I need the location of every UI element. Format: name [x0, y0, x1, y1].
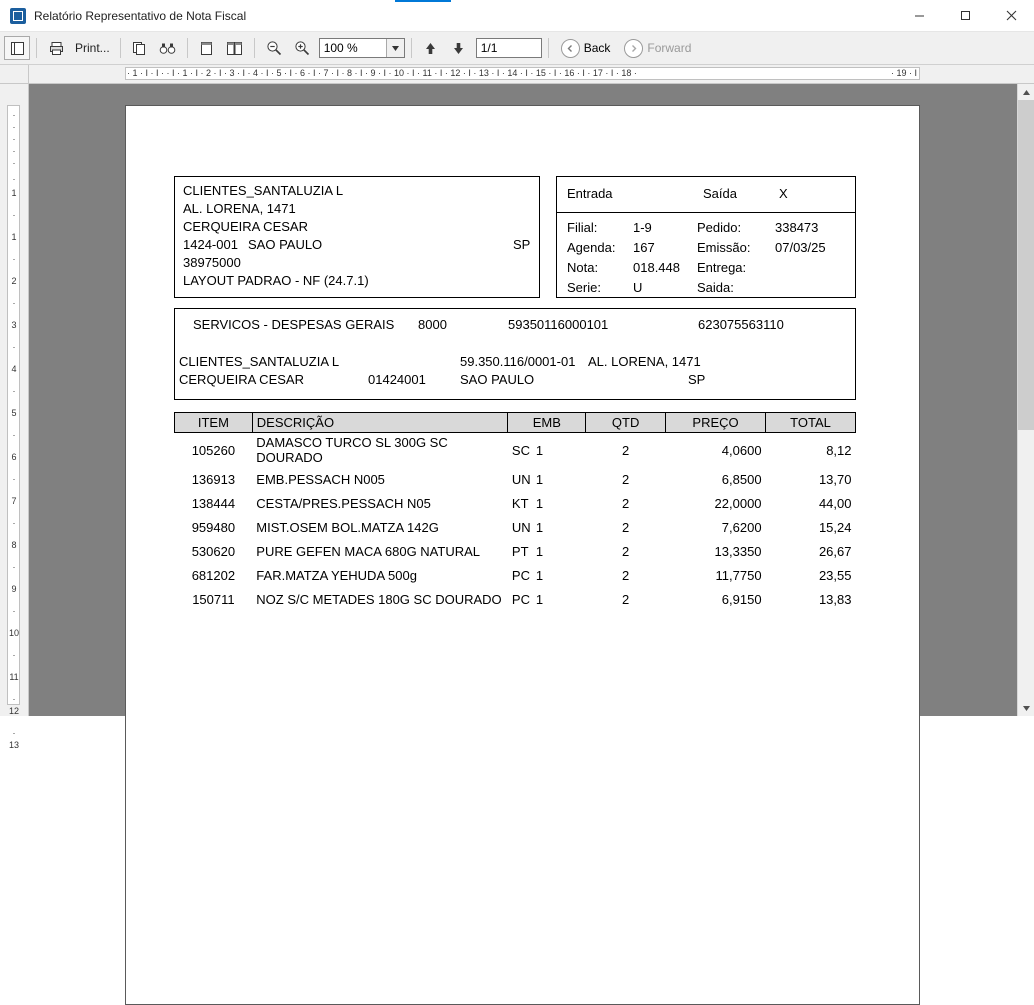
maximize-button[interactable] — [942, 0, 988, 31]
cell-item: 530620 — [191, 543, 236, 559]
toolbar-separator-6 — [548, 38, 549, 58]
items-table — [174, 412, 856, 611]
cell-emb-code: KT — [511, 495, 529, 511]
service-code: 8000 — [418, 317, 447, 332]
cell-desc: PURE GEFEN MACA 680G NATURAL — [256, 543, 481, 559]
cell-item: 105260 — [191, 442, 236, 458]
table-row — [175, 467, 856, 491]
toolbar-separator-2 — [120, 38, 121, 58]
scroll-up-icon[interactable] — [1018, 84, 1034, 100]
cell-preco: 6,8500 — [721, 471, 762, 487]
two-page-icon[interactable] — [222, 36, 248, 60]
nota-value: 018.448 — [633, 260, 680, 275]
cell-emb — [508, 563, 586, 587]
scroll-down-icon[interactable] — [1018, 700, 1034, 716]
cell-item: 959480 — [191, 519, 236, 535]
cell-emb-code: UN — [511, 519, 531, 535]
pedido-value: 338473 — [775, 220, 819, 235]
cell-preco: 6,9150 — [721, 591, 762, 607]
cell-preco: 13,3350 — [714, 543, 762, 559]
back-button[interactable] — [555, 36, 617, 60]
vruler-tick-4: 3 — [11, 320, 17, 330]
table-row — [175, 539, 856, 563]
forward-arrow-icon — [624, 39, 643, 58]
cell-desc: CESTA/PRES.PESSACH N05 — [256, 495, 431, 511]
customer-code: 38975000 — [183, 255, 241, 270]
back-arrow-icon — [561, 39, 580, 58]
vruler-tick-5: 4 — [11, 364, 17, 374]
cell-emb-code: PC — [511, 567, 530, 583]
page-number-input[interactable]: 1/1 — [476, 38, 542, 58]
service-doc-number: 01424001 — [368, 372, 426, 387]
serie-value: U — [633, 280, 643, 295]
toolbar-separator-3 — [187, 38, 188, 58]
cell-desc: EMB.PESSACH N005 — [256, 471, 385, 487]
header-qtd: QTD — [586, 413, 666, 433]
cell-total: 8,12 — [826, 442, 852, 458]
layout-version: LAYOUT PADRAO - NF (24.7.1) — [183, 273, 369, 288]
window-controls — [896, 0, 1034, 31]
vruler-tick-8: 7 — [11, 496, 17, 506]
ruler-corner — [0, 65, 29, 83]
services-box — [174, 308, 856, 400]
cell-emb — [508, 491, 586, 515]
entry-exit-box — [556, 176, 856, 298]
cell-qtd: 2 — [622, 471, 630, 487]
service-uf: SP — [688, 372, 706, 387]
cell-qtd: 2 — [622, 591, 630, 607]
emissao-label: Emissão: — [697, 240, 751, 255]
service-title: SERVICOS - DESPESAS GERAIS — [193, 317, 395, 332]
vruler-tick-14: 13 — [8, 740, 19, 750]
vruler-tick-1: 1 — [11, 188, 17, 198]
cell-emb-code: PT — [511, 543, 529, 559]
vruler-tick-6: 5 — [11, 408, 17, 418]
agenda-label: Agenda: — [567, 240, 616, 255]
cell-total: 15,24 — [818, 519, 852, 535]
prev-page-icon[interactable] — [418, 36, 444, 60]
cell-desc: FAR.MATZA YEHUDA 500g — [256, 567, 417, 583]
filial-label: Filial: — [567, 220, 598, 235]
page-setup-icon[interactable] — [4, 36, 30, 60]
toolbar — [0, 32, 1034, 65]
cell-item: 136913 — [191, 471, 236, 487]
table-row — [175, 433, 856, 468]
cell-total: 23,55 — [818, 567, 852, 583]
header-preco: PREÇO — [666, 413, 766, 433]
cell-total: 44,00 — [818, 495, 852, 511]
ruler-ticks-last: · 19 · I — [891, 68, 918, 78]
header-descricao: DESCRIÇÃO — [252, 413, 508, 433]
cell-total: 13,83 — [818, 591, 852, 607]
report-icon — [10, 8, 26, 24]
cell-desc: NOZ S/C METADES 180G SC DOURADO — [256, 591, 502, 607]
print-label[interactable]: Print... — [75, 41, 110, 55]
document-area — [0, 84, 1034, 750]
cell-emb-qty: 1 — [535, 519, 544, 535]
preview-canvas[interactable] — [29, 84, 1017, 716]
scrollbar-track[interactable] — [1018, 430, 1034, 700]
serie-label: Serie: — [567, 280, 601, 295]
cell-preco: 7,6200 — [721, 519, 762, 535]
cell-emb-qty: 1 — [535, 543, 544, 559]
cell-item: 150711 — [192, 591, 235, 607]
cell-preco: 11,7750 — [715, 567, 762, 583]
zoom-select[interactable] — [319, 38, 405, 58]
service-ie: 623075563110 — [698, 317, 784, 332]
window-title: Relatório Representativo de Nota Fiscal — [34, 8, 247, 23]
service-client-name: CLIENTES_SANTALUZIA L — [179, 354, 340, 369]
cell-emb-qty: 1 — [535, 567, 544, 583]
table-row — [175, 587, 856, 611]
horizontal-ruler[interactable] — [29, 65, 1034, 83]
cell-item: 138444 — [191, 495, 236, 511]
cell-total: 13,70 — [818, 471, 852, 487]
entrada-label: Entrada — [567, 186, 613, 201]
customer-address-box — [174, 176, 540, 298]
zoom-value: 100 % — [323, 41, 358, 55]
header-emb: EMB — [508, 413, 586, 433]
back-label: Back — [583, 41, 611, 55]
table-row — [175, 515, 856, 539]
nota-label: Nota: — [567, 260, 599, 275]
copy-icon[interactable] — [127, 36, 153, 60]
customer-uf: SP — [513, 237, 531, 252]
service-city: SAO PAULO — [460, 372, 535, 387]
customer-name: CLIENTES_SANTALUZIA L — [183, 183, 344, 198]
cell-emb — [508, 515, 586, 539]
table-row — [175, 563, 856, 587]
toolbar-separator — [36, 38, 37, 58]
single-page-icon[interactable] — [194, 36, 220, 60]
zoom-in-icon[interactable] — [289, 36, 315, 60]
title-bar — [0, 0, 1034, 32]
cell-emb-qty: 1 — [535, 442, 544, 458]
vruler-tick-3: 2 — [11, 276, 17, 286]
vruler-tick-12: 11 — [9, 672, 19, 682]
cell-desc: MIST.OSEM BOL.MATZA 142G — [256, 519, 439, 535]
entry-box-divider — [557, 212, 855, 213]
ruler-ticks: · 1 · I · I · · I · 1 · I · 2 · I · 3 · I · 4 · I · 5 · I · 6 · I · 7 · I · 8 · I · 9 · I · 10 · I · 11 · I · 12 · I · 13 · I · 14 · I · 15 · I · 16 · I · 17 · I · 18 · — [127, 68, 637, 78]
saida-label: Saída — [703, 186, 737, 201]
service-client-district: CERQUEIRA CESAR — [179, 372, 304, 387]
service-cnpj: 59350116000101 — [508, 317, 609, 332]
cell-qtd: 2 — [622, 567, 630, 583]
cell-preco: 22,0000 — [714, 495, 762, 511]
customer-cep: 1424-001 — [183, 237, 238, 252]
cell-item: 681202 — [191, 567, 236, 583]
service-address: AL. LORENA, 1471 — [588, 354, 701, 369]
chevron-down-icon[interactable] — [386, 39, 404, 57]
pedido-label: Pedido: — [697, 220, 742, 235]
vruler-tick-10: 9 — [11, 584, 17, 594]
vertical-ruler[interactable]: · · · · · · 1 · 1 · 2 · 3 · 4 · 5 · 6 · 7 · 8 · 9 · 10 · 11 · 12 · 13 — [0, 84, 29, 716]
cell-emb-qty: 1 — [535, 471, 544, 487]
service-cnpj-formatted: 59.350.116/0001-01 — [460, 354, 576, 369]
forward-label: Forward — [647, 41, 692, 55]
vruler-tick-11: 10 — [8, 628, 19, 638]
cell-qtd: 2 — [622, 442, 630, 458]
close-button[interactable] — [988, 0, 1034, 31]
saida-mark: X — [779, 186, 788, 201]
filial-value: 1-9 — [633, 220, 652, 235]
cell-emb — [508, 433, 586, 468]
binoculars-icon[interactable] — [155, 36, 181, 60]
active-tab-accent — [395, 0, 451, 2]
vruler-tick-13: 12 — [8, 706, 19, 716]
table-body — [175, 433, 856, 612]
cell-emb-code: PC — [511, 591, 530, 607]
toolbar-separator-5 — [411, 38, 412, 58]
toolbar-separator-4 — [254, 38, 255, 58]
cell-emb-qty: 1 — [535, 495, 544, 511]
header-item: ITEM — [175, 413, 253, 433]
next-page-icon[interactable] — [446, 36, 472, 60]
cell-emb — [508, 587, 586, 611]
customer-street: AL. LORENA, 1471 — [183, 201, 296, 216]
cell-desc: DAMASCO TURCO SL 300G SC DOURADO — [256, 435, 448, 465]
cell-qtd: 2 — [622, 519, 630, 535]
table-header-row — [175, 413, 856, 433]
header-total: TOTAL — [766, 413, 856, 433]
cell-emb-code: UN — [511, 471, 531, 487]
entrega-label: Entrega: — [697, 260, 747, 275]
customer-district: CERQUEIRA CESAR — [183, 219, 308, 234]
saida-date-label: Saida: — [697, 280, 734, 295]
vruler-tick-7: 6 — [11, 452, 17, 462]
cell-emb — [508, 467, 586, 491]
forward-button[interactable] — [618, 36, 697, 60]
vruler-tick-9: 8 — [11, 540, 17, 550]
print-button[interactable] — [43, 36, 69, 60]
minimize-button[interactable] — [896, 0, 942, 31]
cell-qtd: 2 — [622, 495, 630, 511]
horizontal-ruler-row — [0, 65, 1034, 84]
zoom-out-icon[interactable] — [261, 36, 287, 60]
vruler-tick-2: 1 — [11, 232, 17, 242]
scrollbar-thumb[interactable] — [1018, 100, 1034, 430]
cell-emb-qty: 1 — [535, 591, 544, 607]
customer-city: SAO PAULO — [248, 237, 323, 252]
cell-qtd: 2 — [622, 543, 630, 559]
cell-emb — [508, 539, 586, 563]
vertical-scrollbar[interactable] — [1017, 84, 1034, 716]
emissao-value: 07/03/25 — [775, 240, 826, 255]
cell-total: 26,67 — [818, 543, 852, 559]
report-page — [125, 105, 920, 1005]
table-row — [175, 491, 856, 515]
cell-emb-code: SC — [511, 442, 530, 458]
agenda-value: 167 — [633, 240, 655, 255]
cell-preco: 4,0600 — [721, 442, 762, 458]
